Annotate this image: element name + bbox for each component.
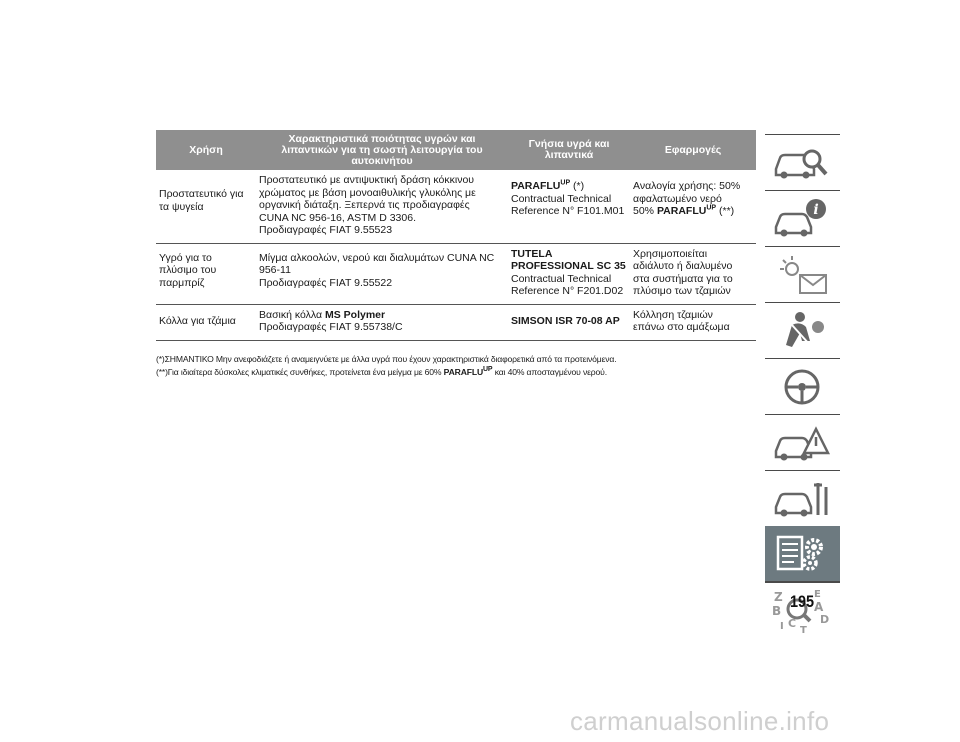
index-letter-a: A [814, 600, 824, 614]
cell-product: SIMSON ISR 70-08 AP [508, 304, 630, 340]
index-letter-b: B [772, 604, 782, 618]
warning-light-icon [770, 251, 834, 297]
cell-spec: Μίγμα αλκοολών, νερού και διαλυμάτων CUNA NC 956-11 Προδιαγραφές FIAT 9.55522 [256, 243, 508, 304]
car-tools-icon [770, 475, 834, 521]
table-row [156, 170, 756, 243]
cell-use: Κόλλα για τζάμια [156, 304, 256, 340]
cell-spec: Βασική κόλλα MS Polymer Προδιαγραφές FIAT 9.55738/C [256, 304, 508, 340]
cell-product: $PARAFLU^{UP}$ (*) Contractual Technical Reference N° F101.M01 [508, 170, 630, 243]
header-application: Εφαρμογές [630, 130, 756, 170]
tab-safety[interactable] [765, 302, 840, 357]
sidebar-bottom-divider [765, 581, 840, 582]
cell-application: Κόλληση τζαμιών επάνω στο αμάξωμα [630, 304, 756, 340]
car-info-icon [770, 195, 834, 241]
car-warning-triangle-icon [770, 419, 834, 465]
tab-technical-specifications[interactable] [765, 526, 840, 581]
cell-application: Χρησιμοποιείται αδιάλυτο ή διαλυμένο στα συστήματα για το πλύσιμο των τζαμιών [630, 243, 756, 304]
header-spec: Χαρακτηριστικά ποιότητας υγρών και λιπαντικών για τη σωστή λειτουργία του αυτοκινήτου [256, 130, 508, 170]
tab-emergency[interactable] [765, 414, 840, 469]
footnote-1: (*)ΣΗΜΑΝΤΙΚΟ Μην ανεφοδιάζετε ή αναμειγνύετε με άλλα υγρά που έχουν χαρακτηριστικά διαφορετικά από τα προτεινόμενα. [156, 354, 617, 364]
footnote-2: (**)Για ιδιαίτερα δύσκολες κλιματικές συνθήκες, προτείνεται ένα μείγμα με 60% $PARAFLU^{UP}$ και 40% αποσταγμένου νερού. [156, 366, 607, 377]
tab-starting-driving[interactable] [765, 358, 840, 413]
car-search-icon [770, 139, 834, 185]
lubricants-table [156, 130, 756, 341]
seat-belt-airbag-icon [770, 307, 834, 353]
specs-gear-icon [770, 531, 834, 577]
tab-warning-lights[interactable] [765, 246, 840, 301]
index-letter-d: D [820, 613, 830, 626]
tab-dashboard[interactable] [765, 134, 840, 189]
index-letter-c: C [788, 617, 797, 630]
cell-application: Αναλογία χρήσης: 50% αφαλατωμένο νερό 50% $PARAFLU^{UP}$ (**) [630, 170, 756, 243]
index-letter-e: E [814, 589, 821, 600]
tab-servicing[interactable] [765, 470, 840, 525]
page-number: 195 [789, 592, 815, 611]
table-row [156, 304, 756, 340]
header-use: Χρήση [156, 130, 256, 170]
watermark: carmanualsonline.info [570, 706, 830, 736]
index-letter-z: Z [774, 590, 783, 604]
cell-product: TUTELA PROFESSIONAL SC 35 Contractual Technical Reference N° F201.D02 [508, 243, 630, 304]
cell-use: Υγρό για το πλύσιμο του παρμπρίζ [156, 243, 256, 304]
cell-use: Προστατευτικό για τα ψυγεία [156, 170, 256, 243]
table-header-row [156, 130, 756, 170]
index-letter-i: I [780, 621, 784, 632]
table-row [156, 243, 756, 304]
cell-spec: Προστατευτικό με αντιψυκτική δράση κόκκινου χρώματος με βάση μονοαιθυλικής γλυκόλης με οργανική διάταξη. Ξεπερνά τις προδιαγραφές CUNA NC 956-16, ASTM D 3306. Προδιαγραφές FIAT 9.55523 [256, 170, 508, 243]
index-letter-t: T [800, 625, 807, 633]
svg-text:i: i [813, 202, 819, 218]
footnotes [156, 353, 756, 379]
tab-getting-to-know[interactable] [765, 190, 840, 245]
steering-wheel-icon [770, 363, 834, 409]
header-product: Γνήσια υγρά και λιπαντικά [508, 130, 630, 170]
